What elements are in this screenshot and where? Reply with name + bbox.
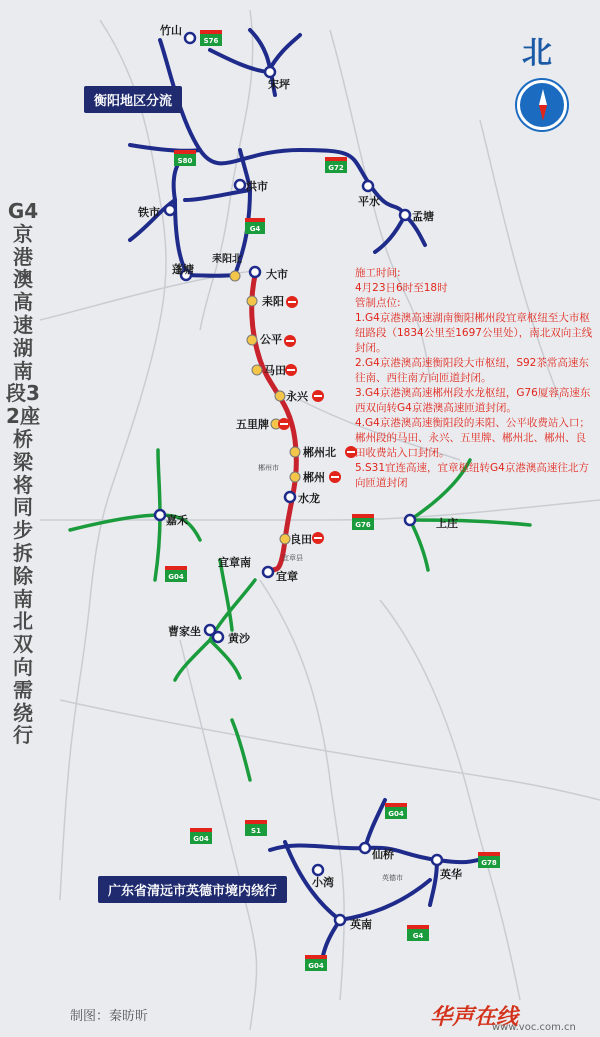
hub-zhushan: [185, 33, 195, 43]
place-shuilong: 水龙: [298, 492, 320, 505]
hub-huangsha: [213, 632, 223, 642]
place-songping: 宋坪: [268, 78, 290, 91]
no-entry-icon: [284, 335, 296, 347]
place-leiyang-north: 耒阳北: [212, 254, 242, 265]
region-guangdong: 广东省清远市英德市境内绕行: [98, 876, 287, 903]
hub-xianqiao: [360, 843, 370, 853]
no-entry-icon: [312, 390, 324, 402]
shield-label: G04: [193, 835, 209, 843]
place-yinghua: 英华: [440, 868, 462, 881]
place-xiaowan: 小湾: [312, 876, 334, 889]
sidebar-title-text: G4京港澳高速湖南段32座桥梁将同步拆除 南北双向需绕行: [6, 199, 40, 748]
notice-points-title: 管制点位:: [355, 297, 401, 309]
place-pingshui: 平水: [358, 195, 380, 208]
notice-item: 5.S31宜连高速，宜章枢纽转G4京港澳高速往北方向匝道封闭: [355, 462, 589, 489]
no-entry-icon: [329, 471, 341, 483]
station-leiyang: [247, 296, 257, 306]
place-dashi: 大市: [266, 268, 288, 281]
place-tieshi: 铁市: [138, 206, 160, 219]
station-yongxing: [275, 391, 285, 401]
brand-url: www.voc.com.cn: [492, 1022, 576, 1033]
shield-label: G04: [388, 810, 404, 818]
hub-songping: [265, 67, 275, 77]
place-jiahe: 嘉禾: [166, 514, 188, 527]
shield-label: G04: [308, 962, 324, 970]
place-yingde: 英德市: [382, 874, 403, 882]
notice-item: 4.G4京港澳高速衡阳段的耒阳、公平收费站入口；郴州段的马田、永兴、五里牌、郴州北、郴州、良田收费站入口封闭。: [355, 417, 590, 459]
place-leiyang: 耒阳: [262, 295, 284, 308]
notice-item: 1.G4京港澳高速湖南衡阳郴州段宜章枢纽至大市枢纽路段（1834公里至1697公里处），南北双向主线封闭。: [355, 312, 593, 354]
shield-label: G04: [168, 573, 184, 581]
shield-label: S80: [177, 157, 193, 165]
shield-label: G72: [328, 164, 344, 172]
place-shangzhuang: 上庄: [436, 517, 458, 530]
notice-title: 施工时间:: [355, 267, 401, 279]
shield-labels: [168, 37, 497, 970]
hub-xiaowan: [313, 865, 323, 875]
hub-pingshui: [363, 181, 373, 191]
place-zhushan: 竹山: [160, 24, 182, 37]
map-credit: 制图：秦昉昕: [70, 1009, 149, 1024]
station-leiyang-north: [230, 271, 240, 281]
no-entry-icon: [278, 418, 290, 430]
place-yizhang-county: 宜章县: [282, 554, 303, 562]
place-wulipai: 五里牌: [236, 418, 269, 431]
hub-dashi: [250, 267, 260, 277]
place-yizhang: 宜章: [276, 570, 298, 583]
hub-hongshi: [235, 180, 245, 190]
notice-item: 3.G4京港澳高速郴州段水龙枢纽，G76厦蓉高速东西双向转G4京港澳高速匝道封闭。: [355, 387, 591, 414]
hub-shuilong: [285, 492, 295, 502]
place-chenzhou-city: 郴州市: [258, 464, 279, 472]
no-entry-icon: [285, 364, 297, 376]
hub-yizhang: [263, 567, 273, 577]
place-chenzhou: 郴州: [303, 471, 325, 484]
compass-needle-north: [539, 89, 547, 105]
place-mengtang: 孟塘: [412, 210, 434, 223]
hub-yinghua: [432, 855, 442, 865]
hub-yingnan: [335, 915, 345, 925]
notice-time: 4月23日6时至18时: [355, 282, 448, 294]
brand-logo: 华声在线: [430, 1004, 519, 1030]
shield-label: S1: [251, 827, 261, 835]
station-gongping: [247, 335, 257, 345]
shield-label: G4: [249, 225, 261, 233]
hub-tieshi: [165, 205, 175, 215]
place-huangsha: 黄沙: [228, 632, 250, 645]
place-xianqiao: 仙桥: [372, 848, 394, 861]
compass-needle-south: [539, 105, 547, 121]
place-hongshi: 洪市: [246, 180, 268, 193]
place-pengtang: 蓬塘: [172, 263, 194, 276]
place-caojiazuo: 曹家坐: [168, 625, 201, 638]
shield-label: G4: [412, 932, 424, 940]
notice-item: 2.G4京港澳高速衡阳段大市枢纽，S92茶常高速东往南、西往南方向匝道封闭。: [355, 357, 589, 384]
place-chenzhou-north: 郴州北: [303, 446, 336, 459]
north-label: 北: [522, 36, 552, 71]
shield-label: G78: [481, 859, 497, 867]
no-entry-icon: [286, 296, 298, 308]
shield-label: G76: [355, 521, 371, 529]
hub-jiahe: [155, 510, 165, 520]
place-liangtian: 良田: [290, 533, 312, 546]
place-yongxing: 永兴: [286, 390, 308, 403]
shield-label: S76: [203, 37, 219, 45]
notice-panel: [355, 266, 593, 491]
place-matian: 马田: [264, 364, 286, 377]
hub-shangzhuang: [405, 515, 415, 525]
place-gongping: 公平: [260, 333, 282, 346]
place-yizhang-south: 宜章南: [218, 556, 251, 569]
hub-mengtang: [400, 210, 410, 220]
compass-icon: [517, 80, 567, 130]
station-chenzhou-north: [290, 447, 300, 457]
place-yingnan: 英南: [350, 918, 372, 931]
station-matian: [252, 365, 262, 375]
station-liangtian: [280, 534, 290, 544]
region-hengyang: 衡阳地区分流: [84, 86, 182, 113]
no-entry-icon: [312, 532, 324, 544]
sidebar-title: [0, 200, 44, 840]
station-chenzhou: [290, 472, 300, 482]
